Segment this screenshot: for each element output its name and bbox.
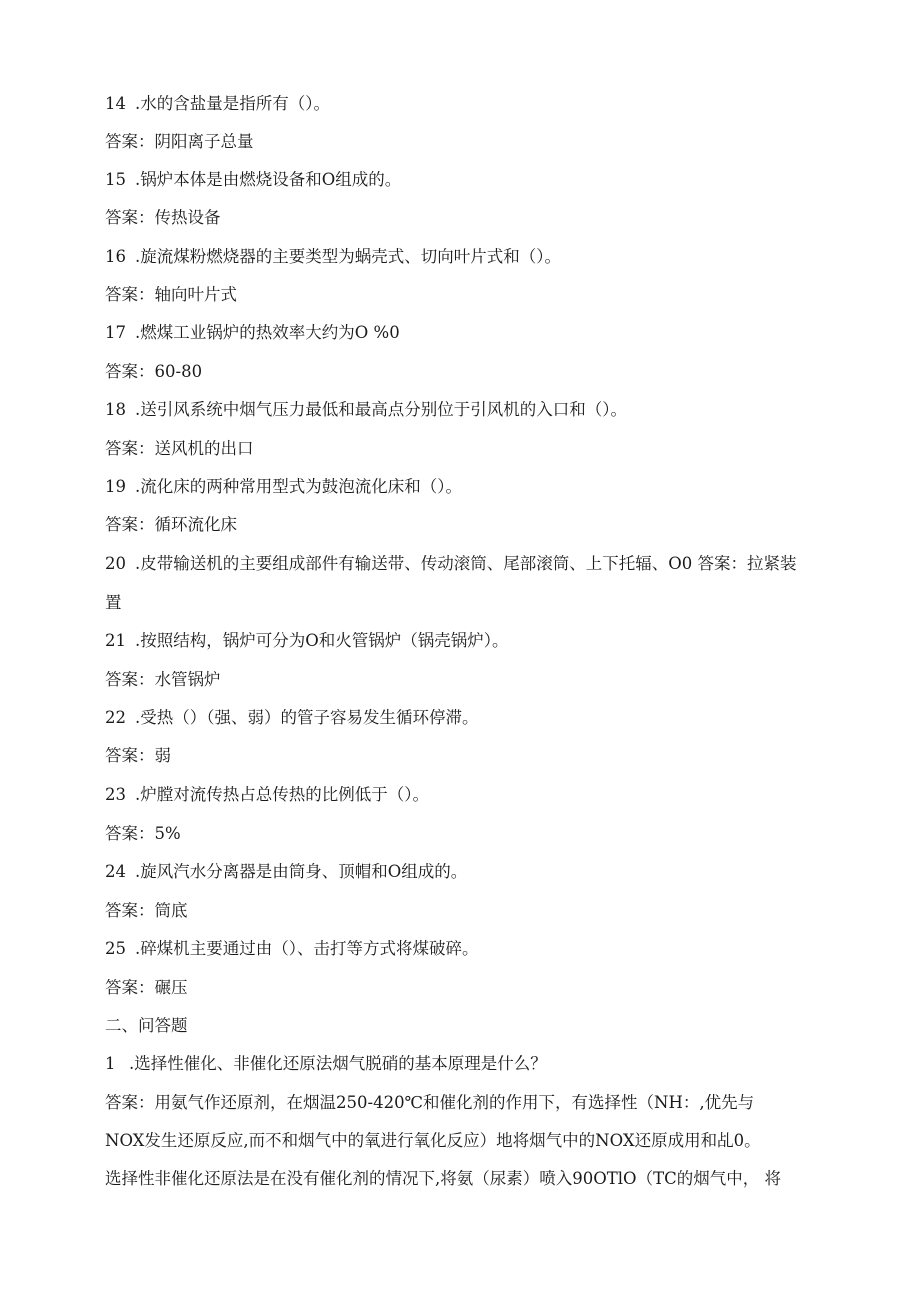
question-16: [105, 246, 817, 268]
question-19: [105, 476, 817, 498]
question-number: 22: [105, 708, 126, 727]
question-text: .炉膛对流传热占总传热的比例低于（）。: [135, 785, 429, 804]
question-14: [105, 93, 817, 115]
question-20: [105, 553, 817, 575]
answer-21: [105, 669, 817, 691]
question-text: .燃煤工业锅炉的热效率大约为O %0: [135, 323, 400, 342]
question-number: 21: [105, 631, 126, 650]
question-number: 1: [105, 1054, 116, 1073]
section-title: 二、问答题: [105, 1016, 188, 1035]
answer-text: 答案：碾压: [105, 978, 188, 997]
question-number: 23: [105, 785, 126, 804]
answer-18: [105, 438, 817, 460]
question-text: .旋风汽水分离器是由筒身、顶帽和O组成的。: [135, 862, 468, 881]
question-18: [105, 399, 817, 421]
question-text: .受热（）（强、弱）的管子容易发生循环停滞。: [135, 708, 479, 727]
essay-question-1: [105, 1053, 817, 1075]
answer-text: 答案：送风机的出口: [105, 439, 254, 458]
section-heading: [105, 1015, 817, 1037]
answer-16: [105, 284, 817, 306]
answer-23: [105, 823, 817, 845]
answer-text: 答案：传热设备: [105, 208, 221, 227]
answer-15: [105, 207, 817, 229]
answer-24: [105, 900, 817, 922]
question-number: 15: [105, 170, 126, 189]
question-22: [105, 707, 817, 729]
essay-answer-line-1: [105, 1092, 817, 1114]
answer-19: [105, 514, 817, 536]
answer-14: [105, 131, 817, 153]
question-21: [105, 630, 817, 652]
answer-text: 答案：循环流化床: [105, 515, 237, 534]
question-number: 16: [105, 247, 126, 266]
question-number: 17: [105, 323, 126, 342]
question-text: .送引风系统中烟气压力最低和最高点分别位于引风机的入口和（）。: [135, 400, 627, 419]
question-23: [105, 784, 817, 806]
question-text: .按照结构，锅炉可分为O和火管锅炉（锅壳锅炉）。: [135, 631, 509, 650]
question-text: .皮带输送机的主要组成部件有输送带、传动滚筒、尾部滚筒、上下托辐、O0 答案：拉紧装: [135, 554, 797, 573]
essay-answer-line-2: [105, 1130, 817, 1152]
question-text: .流化床的两种常用型式为鼓泡流化床和（）。: [135, 477, 462, 496]
question-text: .水的含盐量是指所有（）。: [135, 94, 330, 113]
essay-answer-line-3: [105, 1168, 817, 1190]
question-20-continued: [105, 592, 817, 614]
answer-text: 答案：筒底: [105, 901, 188, 920]
question-text: .锅炉本体是由燃烧设备和O组成的。: [135, 170, 402, 189]
answer-22: [105, 745, 817, 767]
answer-17: [105, 361, 817, 383]
answer-text: 答案：水管锅炉: [105, 670, 221, 689]
answer-text: NOX发生还原反应,而不和烟气中的氧进行氧化反应）地将烟气中的NOX还原成用和乩0。: [105, 1131, 761, 1150]
answer-text: 答案：用氨气作还原剂，在烟温250-420℃和催化剂的作用下，有选择性（NH：,优先与: [105, 1093, 755, 1112]
question-text: .碎煤机主要通过由（）、击打等方式将煤破碎。: [135, 939, 479, 958]
answer-text: 答案：60-80: [105, 362, 203, 381]
question-text: .旋流煤粉燃烧器的主要类型为蜗壳式、切向叶片式和（）。: [135, 247, 561, 266]
question-15: [105, 169, 817, 191]
question-number: 20: [105, 554, 126, 573]
answer-text: 置: [105, 593, 122, 612]
answer-text: 答案：弱: [105, 746, 171, 765]
answer-text: 答案：阴阳离子总量: [105, 132, 254, 151]
answer-text: 选择性非催化还原法是在没有催化剂的情况下,将氨（尿素）喷入90OTlO（TC的烟气中， 将: [105, 1169, 781, 1188]
question-number: 19: [105, 477, 126, 496]
question-24: [105, 861, 817, 883]
answer-text: 答案：5%: [105, 824, 181, 843]
question-number: 24: [105, 862, 126, 881]
question-text: .选择性催化、非催化还原法烟气脱硝的基本原理是什么？: [129, 1054, 547, 1073]
question-17: [105, 322, 817, 344]
answer-text: 答案：轴向叶片式: [105, 285, 237, 304]
question-number: 18: [105, 400, 126, 419]
question-25: [105, 938, 817, 960]
question-number: 14: [105, 94, 126, 113]
question-number: 25: [105, 939, 126, 958]
answer-25: [105, 977, 817, 999]
